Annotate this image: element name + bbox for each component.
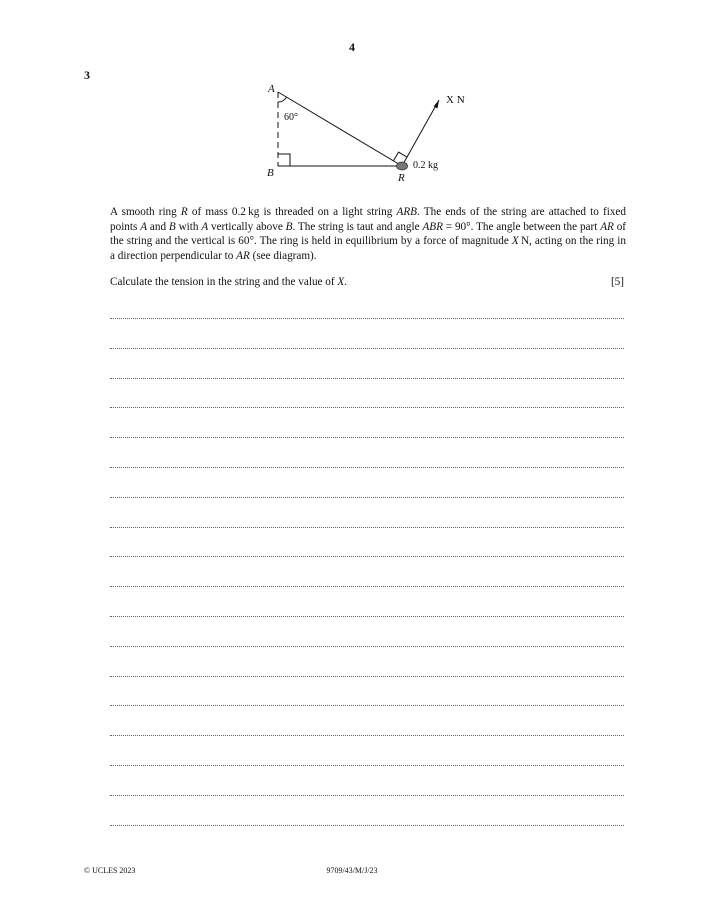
answer-line[interactable] [110, 795, 624, 825]
right-angle-b [278, 154, 290, 166]
answer-line[interactable] [110, 676, 624, 706]
force-label: X N [446, 94, 465, 106]
answer-lines[interactable] [110, 318, 624, 854]
answer-line[interactable] [110, 407, 624, 437]
angle-arc-a [278, 97, 287, 102]
answer-line[interactable] [110, 586, 624, 616]
answer-line[interactable] [110, 825, 624, 855]
answer-line[interactable] [110, 437, 624, 467]
answer-line[interactable] [110, 527, 624, 557]
answer-line[interactable] [110, 497, 624, 527]
page-number: 4 [349, 40, 355, 54]
angle-label: 60° [284, 112, 298, 123]
answer-line[interactable] [110, 735, 624, 765]
answer-line[interactable] [110, 348, 624, 378]
marks-allocation: [5] [610, 276, 624, 288]
force-diagram [250, 78, 480, 188]
answer-line[interactable] [110, 318, 624, 348]
answer-line[interactable] [110, 616, 624, 646]
question-prompt: Calculate the tension in the string and the value of X. [110, 276, 348, 288]
label-a: A [268, 83, 275, 95]
footer-copyright: © UCLES 2023 [84, 866, 136, 875]
ring-r [397, 162, 408, 170]
question-number: 3 [84, 68, 90, 82]
label-b: B [267, 167, 274, 179]
answer-line[interactable] [110, 646, 624, 676]
answer-line[interactable] [110, 556, 624, 586]
mass-label: 0.2 kg [413, 160, 438, 171]
answer-line[interactable] [110, 765, 624, 795]
answer-line[interactable] [110, 705, 624, 735]
answer-line[interactable] [110, 378, 624, 408]
label-r: R [398, 172, 405, 184]
force-arrow-line [402, 100, 439, 166]
footer-paper-code: 9709/43/M/J/23 [326, 866, 378, 875]
question-text: A smooth ring R of mass 0.2 kg is threaded on a light string ARB. The ends of the string are attached to fixed points A and B with A vertically above B. The string is taut and angle ABR = 90°. The angle between the part AR of the string and the vertical is 60°. The ring is held in equilibrium by a force of magnitude X N, acting on the ring in a direction perpendicular to AR (see diagram). [110, 206, 627, 262]
answer-line[interactable] [110, 467, 624, 497]
string-ar [278, 92, 402, 166]
